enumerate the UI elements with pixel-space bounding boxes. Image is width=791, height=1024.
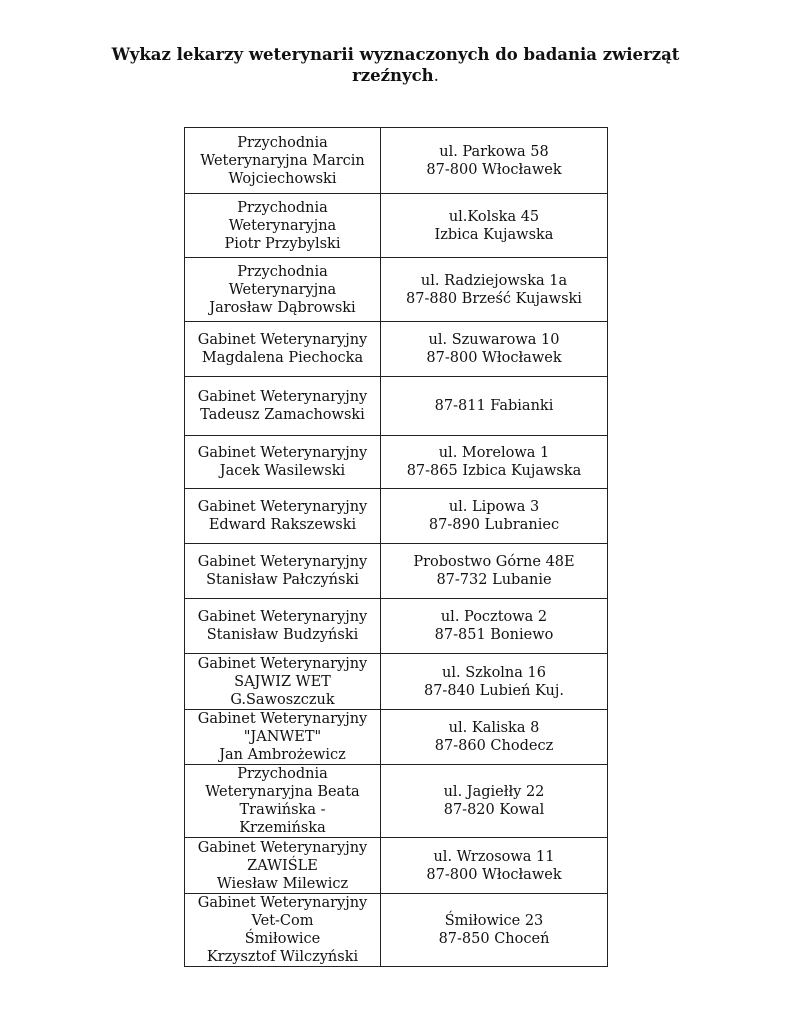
table-row — [185, 599, 608, 654]
vet-name-cell: Przychodnia Weterynaryjna Jarosław Dąbrowski — [185, 258, 381, 322]
vet-address-cell: ul. Parkowa 58 87-800 Włocławek — [381, 128, 608, 194]
vet-name-cell: Gabinet Weterynaryjny Jacek Wasilewski — [185, 436, 381, 489]
table-row — [185, 377, 608, 436]
vets-table — [184, 127, 608, 967]
table-row — [185, 765, 608, 838]
table-row — [185, 258, 608, 322]
vet-address-cell: ul. Kaliska 8 87-860 Chodecz — [381, 710, 608, 765]
table-row — [185, 489, 608, 544]
vet-name-cell: Przychodnia Weterynaryjna Piotr Przybylski — [185, 194, 381, 258]
vet-name-cell: Przychodnia Weterynaryjna Marcin Wojciechowski — [185, 128, 381, 194]
document-title-text: Wykaz lekarzy weterynarii wyznaczonych do badania zwierząt rzeźnych — [111, 45, 680, 85]
vet-address-cell: ul. Pocztowa 2 87-851 Boniewo — [381, 599, 608, 654]
vets-table-body — [185, 128, 608, 967]
table-row — [185, 322, 608, 377]
table-row — [185, 894, 608, 967]
vet-address-cell: Śmiłowice 23 87-850 Choceń — [381, 894, 608, 967]
vet-address-cell: ul. Szuwarowa 10 87-800 Włocławek — [381, 322, 608, 377]
vet-address-cell: ul. Lipowa 3 87-890 Lubraniec — [381, 489, 608, 544]
vet-address-cell: ul. Jagiełły 22 87-820 Kowal — [381, 765, 608, 838]
vet-name-cell: Gabinet Weterynaryjny Vet-Com Śmiłowice Krzysztof Wilczyński — [185, 894, 381, 967]
vet-address-cell: ul.Kolska 45 Izbica Kujawska — [381, 194, 608, 258]
vet-name-cell: Gabinet Weterynaryjny ZAWIŚLE Wiesław Milewicz — [185, 838, 381, 894]
vet-address-cell: ul. Radziejowska 1a 87-880 Brześć Kujawski — [381, 258, 608, 322]
vet-address-cell: Probostwo Górne 48E 87-732 Lubanie — [381, 544, 608, 599]
vet-name-cell: Gabinet Weterynaryjny SAJWIZ WET G.Sawoszczuk — [185, 654, 381, 710]
vet-address-cell: ul. Szkolna 16 87-840 Lubień Kuj. — [381, 654, 608, 710]
document-title — [90, 44, 701, 86]
vet-name-cell: Gabinet Weterynaryjny Magdalena Piechocka — [185, 322, 381, 377]
document-title-period: . — [433, 66, 439, 85]
table-row — [185, 838, 608, 894]
vet-name-cell: Gabinet Weterynaryjny "JANWET" Jan Ambrożewicz — [185, 710, 381, 765]
vet-address-cell: 87-811 Fabianki — [381, 377, 608, 436]
table-row — [185, 710, 608, 765]
vet-address-cell: ul. Wrzosowa 11 87-800 Włocławek — [381, 838, 608, 894]
vet-name-cell: Przychodnia Weterynaryjna Beata Trawińska - Krzemińska — [185, 765, 381, 838]
table-row — [185, 128, 608, 194]
vet-name-cell: Gabinet Weterynaryjny Stanisław Pałczyński — [185, 544, 381, 599]
table-row — [185, 194, 608, 258]
vet-address-cell: ul. Morelowa 1 87-865 Izbica Kujawska — [381, 436, 608, 489]
table-row — [185, 544, 608, 599]
vet-name-cell: Gabinet Weterynaryjny Tadeusz Zamachowski — [185, 377, 381, 436]
table-row — [185, 436, 608, 489]
vet-name-cell: Gabinet Weterynaryjny Stanisław Budzyński — [185, 599, 381, 654]
vet-name-cell: Gabinet Weterynaryjny Edward Rakszewski — [185, 489, 381, 544]
table-row — [185, 654, 608, 710]
